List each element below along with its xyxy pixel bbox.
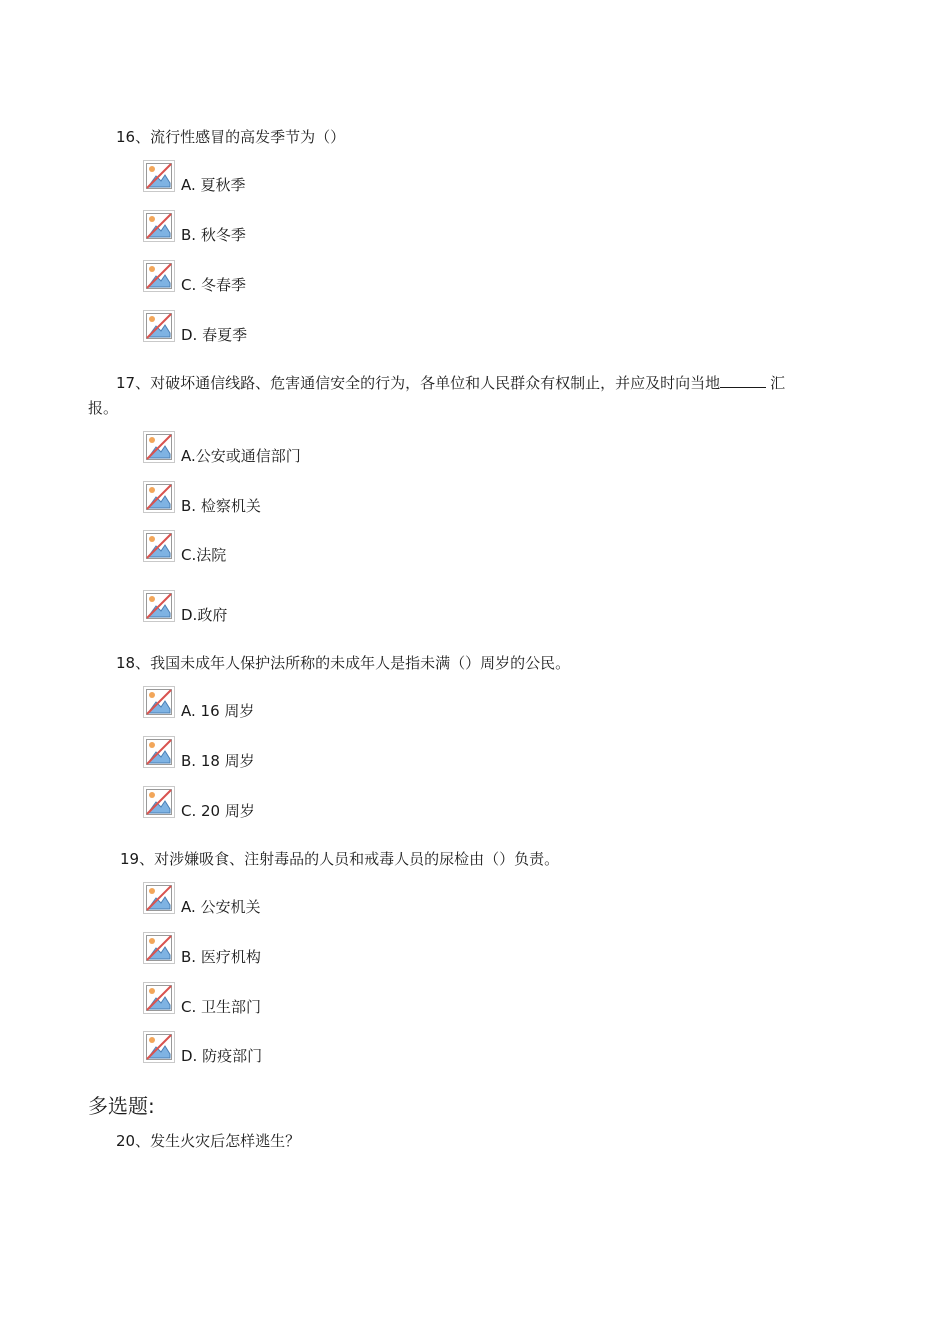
option-label: B. 秋冬季 (181, 226, 246, 244)
option-label: D. 春夏季 (181, 326, 248, 344)
option-label: A. 夏秋季 (181, 176, 246, 194)
question-16-text: 16、流行性感冒的高发季节为（） (116, 128, 346, 146)
broken-image-icon (143, 932, 175, 964)
broken-image-icon (143, 736, 175, 768)
option-label: B. 医疗机构 (181, 948, 261, 966)
option-label: C. 20 周岁 (181, 802, 255, 820)
option-label: C. 冬春季 (181, 276, 247, 294)
option-label: C. 卫生部门 (181, 998, 262, 1016)
question-19-text: 19、对涉嫌吸食、注射毒品的人员和戒毒人员的尿检由（）负责。 (120, 850, 560, 868)
section-title-multiple-choice: 多选题: (88, 1094, 155, 1118)
broken-image-icon (143, 431, 175, 463)
option-label: A. 公安机关 (181, 898, 261, 916)
broken-image-icon (143, 310, 175, 342)
broken-image-icon (143, 530, 175, 562)
broken-image-icon (143, 260, 175, 292)
question-18-text: 18、我国未成年人保护法所称的未成年人是指未满（）周岁的公民。 (116, 654, 571, 672)
broken-image-icon (143, 686, 175, 718)
question-17-line1-end: 汇 (770, 374, 786, 392)
option-label: B. 检察机关 (181, 497, 261, 515)
broken-image-icon (143, 481, 175, 513)
broken-image-icon (143, 786, 175, 818)
broken-image-icon (143, 210, 175, 242)
broken-image-icon (143, 982, 175, 1014)
option-label: A.公安或通信部门 (181, 447, 301, 465)
question-17-line2: 报。 (88, 399, 119, 417)
option-label: A. 16 周岁 (181, 702, 255, 720)
broken-image-icon (143, 160, 175, 192)
option-label: D.政府 (181, 606, 228, 624)
answer-blank (720, 373, 766, 388)
question-20-text: 20、发生火灾后怎样逃生？ (116, 1132, 301, 1150)
question-17-line1: 17、对破坏通信线路、危害通信安全的行为，各单位和人民群众有权制止，并应及时向当地 (116, 374, 721, 392)
option-label: C.法院 (181, 546, 227, 564)
broken-image-icon (143, 882, 175, 914)
broken-image-icon (143, 1031, 175, 1063)
question-17-text (116, 370, 785, 396)
broken-image-icon (143, 590, 175, 622)
option-label: D. 防疫部门 (181, 1047, 263, 1065)
option-label: B. 18 周岁 (181, 752, 255, 770)
